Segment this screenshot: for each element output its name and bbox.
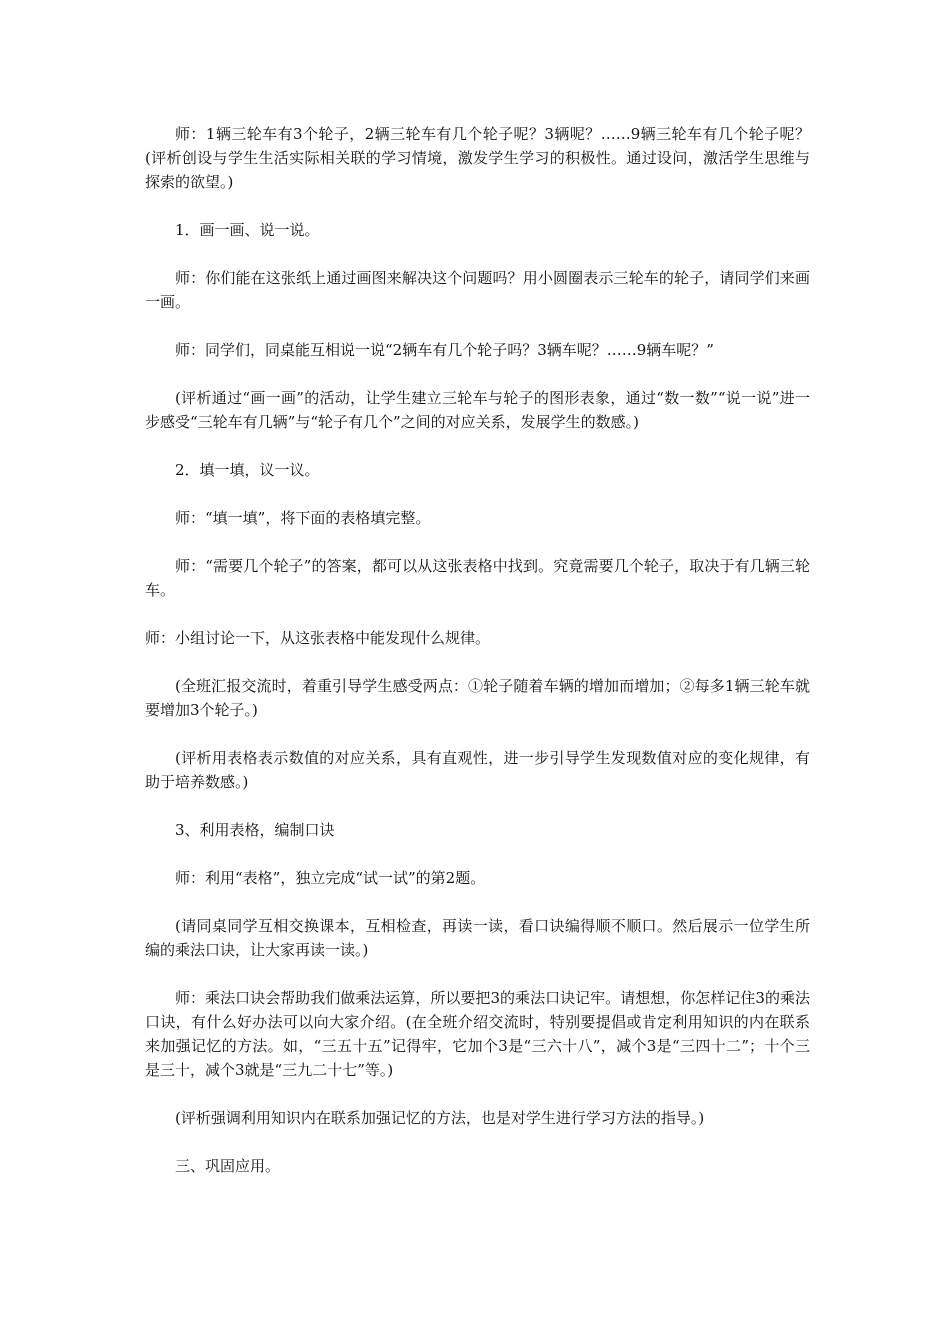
paragraph: (评析强调利用知识内在联系加强记忆的方法，也是对学生进行学习方法的指导。) <box>175 1109 705 1127</box>
paragraph: (全班汇报交流时，着重引导学生感受两点：①轮子随着车辆的增加而增加；②每多1辆三轮车就要增加3个轮子。) <box>145 677 810 719</box>
paragraph: (评析通过“画一画”的活动，让学生建立三轮车与轮子的图形表象，通过“数一数”“说一说”进一步感受“三轮车有几辆”与“轮子有几个”之间的对应关系，发展学生的数感。) <box>145 389 810 431</box>
paragraph: 师：“需要几个轮子”的答案，都可以从这张表格中找到。究竟需要几个轮子，取决于有几辆三轮车。 <box>145 557 810 599</box>
paragraph: 师：利用“表格”，独立完成“试一试”的第2题。 <box>175 869 486 887</box>
document-body <box>145 122 810 1202</box>
paragraph: 师：乘法口诀会帮助我们做乘法运算，所以要把3的乘法口诀记牢。请想想，你怎样记住3的乘法口诀，有什么好办法可以向大家介绍。(在全班介绍交流时，特别要提倡或肯定利用知识的内在联系来加强记忆的方法。如，“三五十五”记得牢，它加个3是“三六十八”，减个3是“三四十二”；十个三是三十，减个3就是“三九二十七”等。) <box>145 989 810 1079</box>
paragraph: 师：你们能在这张纸上通过画图来解决这个问题吗？用小圆圈表示三轮车的轮子，请同学们来画一画。 <box>145 269 810 311</box>
paragraph: (请同桌同学互相交换课本，互相检查，再读一读，看口诀编得顺不顺口。然后展示一位学生所编的乘法口诀，让大家再读一读。) <box>145 917 810 959</box>
paragraph: 师：“填一填”，将下面的表格填完整。 <box>175 509 431 527</box>
section-heading: 3、利用表格，编制口诀 <box>175 821 335 839</box>
paragraph: 师：同学们，同桌能互相说一说“2辆车有几个轮子吗？3辆车呢？……9辆车呢？” <box>175 341 714 359</box>
section-heading: 三、巩固应用。 <box>175 1157 281 1175</box>
paragraph: 师：1辆三轮车有3个轮子，2辆三轮车有几个轮子呢？3辆呢？……9辆三轮车有几个轮子呢？(评析创设与学生生活实际相关联的学习情境，激发学生学习的积极性。通过设问，激活学生思维与探索的欲望。) <box>145 125 810 191</box>
section-heading: 2．填一填，议一议。 <box>175 461 320 479</box>
paragraph: (评析用表格表示数值的对应关系，具有直观性，进一步引导学生发现数值对应的变化规律，有助于培养数感。) <box>145 749 810 791</box>
paragraph: 师：小组讨论一下，从这张表格中能发现什么规律。 <box>145 629 491 647</box>
section-heading: 1．画一画、说一说。 <box>175 221 320 239</box>
